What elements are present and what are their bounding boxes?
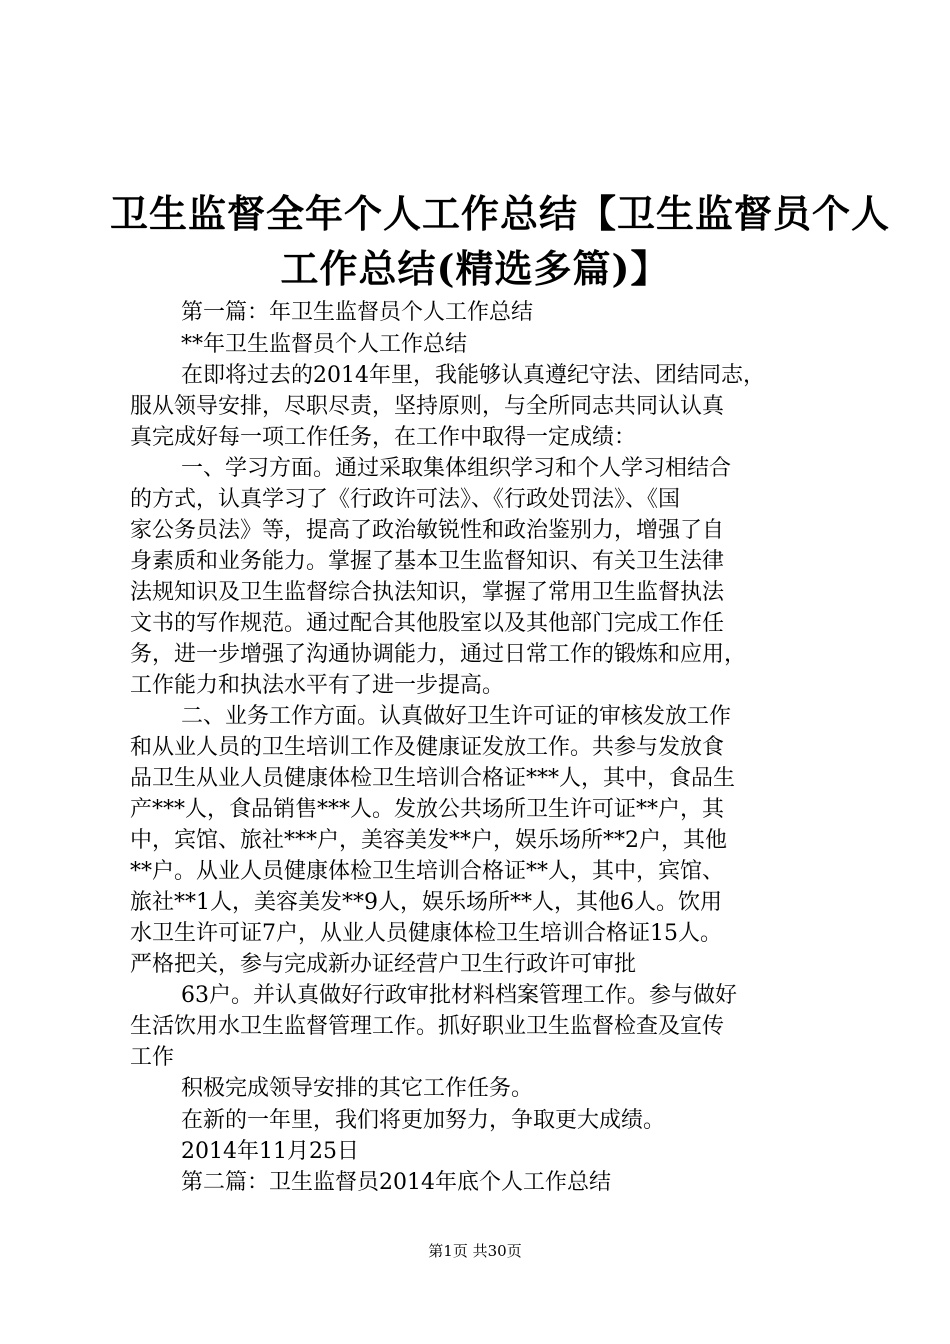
paragraph-line: 身素质和业务能力。掌握了基本卫生监督知识、有关卫生法律 [130,549,725,574]
document-title-line-1: 卫生监督全年个人工作总结【卫生监督员个人 [110,191,891,236]
paragraph-line: 一、学习方面。通过采取集体组织学习和个人学习相结合 [181,456,732,481]
paragraph-line: 在新的一年里，我们将更加努力，争取更大成绩。 [181,1108,666,1133]
paragraph-line: 中，宾馆、旅社***户，美容美发**户，娱乐场所**2户，其他 [130,828,727,853]
date-line: 2014年11月25日 [181,1139,359,1164]
sub-heading: **年卫生监督员个人工作总结 [181,332,468,357]
paragraph-line: 工作能力和执法水平有了进一步提高。 [130,673,505,698]
paragraph-line: 务，进一步增强了沟通协调能力，通过日常工作的锻炼和应用， [130,642,747,667]
paragraph-line: 家公务员法》等，提高了政治敏锐性和政治鉴别力，增强了自 [130,518,725,543]
section-heading-1: 第一篇：年卫生监督员个人工作总结 [181,300,534,325]
paragraph-line: 生活饮用水卫生监督管理工作。抓好职业卫生监督检查及宣传 [130,1014,725,1039]
paragraph-line: 真完成好每一项工作任务，在工作中取得一定成绩： [130,425,637,450]
paragraph-line: 产***人，食品销售***人。发放公共场所卫生许可证**户，其 [130,797,725,822]
paragraph-line: 二、业务工作方面。认真做好卫生许可证的审核发放工作 [181,704,732,729]
paragraph-line: 的方式，认真学习了《行政许可法》、《行政处罚法》、《国 [130,487,681,512]
page-footer: 第1页 共30页 [428,1242,522,1260]
paragraph-line: 严格把关，参与完成新办证经营户卫生行政许可审批 [130,952,637,977]
paragraph-line: 品卫生从业人员健康体检卫生培训合格证***人，其中，食品生 [130,766,736,791]
paragraph-line: **户。从业人员健康体检卫生培训合格证**人，其中，宾馆、 [130,859,725,884]
paragraph-line: 旅社**1人，美容美发**9人，娱乐场所**人，其他6人。饮用 [130,890,722,915]
paragraph-line: 积极完成领导安排的其它工作任务。 [181,1076,534,1101]
paragraph-line: 文书的写作规范。通过配合其他股室以及其他部门完成工作任 [130,611,725,636]
paragraph-line: 63户。并认真做好行政审批材料档案管理工作。参与做好 [181,983,737,1008]
document-title-line-2: 工作总结(精选多篇)】 [280,246,670,291]
paragraph-line: 服从领导安排，尽职尽责，坚持原则，与全所同志共同认认真 [130,394,725,419]
paragraph-line: 工作 [130,1045,175,1070]
paragraph-line: 和从业人员的卫生培训工作及健康证发放工作。共参与发放食 [130,735,725,760]
paragraph-line: 法规知识及卫生监督综合执法知识，掌握了常用卫生监督执法 [130,580,725,605]
section-heading-2: 第二篇：卫生监督员2014年底个人工作总结 [181,1170,611,1195]
paragraph-line: 在即将过去的2014年里，我能够认真遵纪守法、团结同志， [181,363,765,388]
paragraph-line: 水卫生许可证7户，从业人员健康体检卫生培训合格证15人。 [130,921,722,946]
